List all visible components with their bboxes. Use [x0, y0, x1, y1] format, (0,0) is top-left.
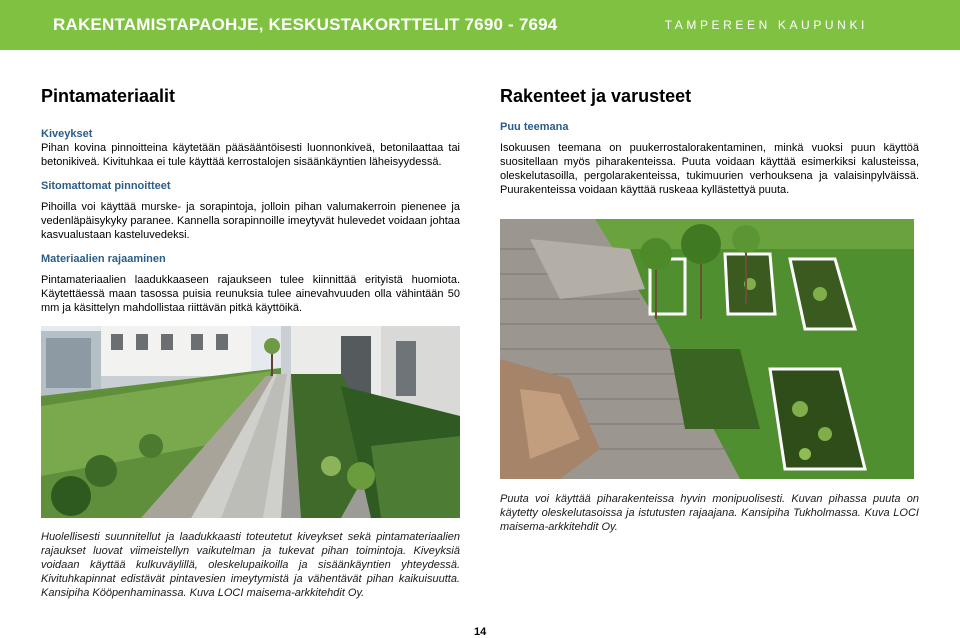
section-title-left: Pintamateriaalit	[41, 86, 176, 106]
subheading-sitomattomat: Sitomattomat pinnoitteet	[41, 180, 171, 192]
subheading-rajaaminen: Materiaalien rajaaminen	[41, 253, 166, 265]
photo-stone-path	[41, 326, 460, 518]
left-column-text	[41, 127, 460, 315]
right-column-text	[500, 120, 919, 197]
paragraph-sitomattomat: Pihoilla voi käyttää murske- ja sorapintoja, jolloin pihan valumakerroin pienenee ja vedenläpäisykyky paranee. Kannella sorapinnoille imeytyvät hulevedet voidaan johtaa kasvualustaan kasteluvedeksi.	[41, 201, 460, 241]
subheading-puu-teemana: Puu teemana	[500, 121, 569, 133]
page-number: 14	[474, 626, 487, 638]
photo-wooden-decks	[500, 219, 914, 479]
paragraph-kiveykset: Pihan kovina pinnoitteina käytetään pääsääntöisesti luonnonkiveä, betonilaattaa tai betonikiveä. Kivituhkaa ei tule käyttää kerrostalojen sisäänkäyntien läheisyydessä.	[41, 142, 460, 168]
caption-right: Puuta voi käyttää piharakenteissa hyvin monipuolisesti. Kuvan pihassa puuta on käytetty oleskelutasoissa ja istutusten rajaajana. Kansipiha Tukholmassa. Kuva LOCI maisema-arkkitehdit Oy.	[500, 493, 919, 533]
document-title: RAKENTAMISTAPAOHJE, KESKUSTAKORTTELIT 7690 - 7694	[53, 15, 558, 34]
paragraph-puu-teemana: Isokuusen teemana on puukerrostalorakentaminen, minkä vuoksi puun käyttöä suositellaan myös piharakenteissa. Puuta voidaan käyttää esimerkiksi kalusteissa, oleskelutasoilla, pergolarakenteissa, tukimuurien verhouksena ja valaisinpylväissä. Puurakenteissa voidaan käyttää ruskeaa kyllästettyä puuta.	[500, 142, 919, 196]
brand-name: TAMPEREEN KAUPUNKI	[664, 18, 868, 32]
page-header	[0, 0, 960, 50]
section-title-right: Rakenteet ja varusteet	[500, 86, 692, 106]
caption-left: Huolellisesti suunnitellut ja laadukkaasti toteutetut kiveykset sekä pintamateriaalien rajaukset luovat viimeistellyn vaikutelman ja tukevat pihan toimintoja. Kiveyksiä voidaan käyttää kulkuväylillä, oleskelupaikoilla ja sisäänkäyntien yhteydessä. Kivituhkapinnat edistävät pintavesien imeytymistä ja vähentävät pihan kaikuisuutta. Kansipiha Kööpenhaminassa. Kuva LOCI maisema-arkkitehdit Oy.	[41, 531, 460, 599]
paragraph-rajaaminen: Pintamateriaalien laadukkaaseen rajaukseen tulee kiinnittää erityistä huomiota. Käytettäessä maan tasossa puisia reunuksia tulee ainevahvuuden olla vähintään 50 mm ja käsittelyn mahdollistaa riittävän pitkä käyttöikä.	[41, 274, 460, 314]
subheading-kiveykset: Kiveykset	[41, 128, 93, 140]
